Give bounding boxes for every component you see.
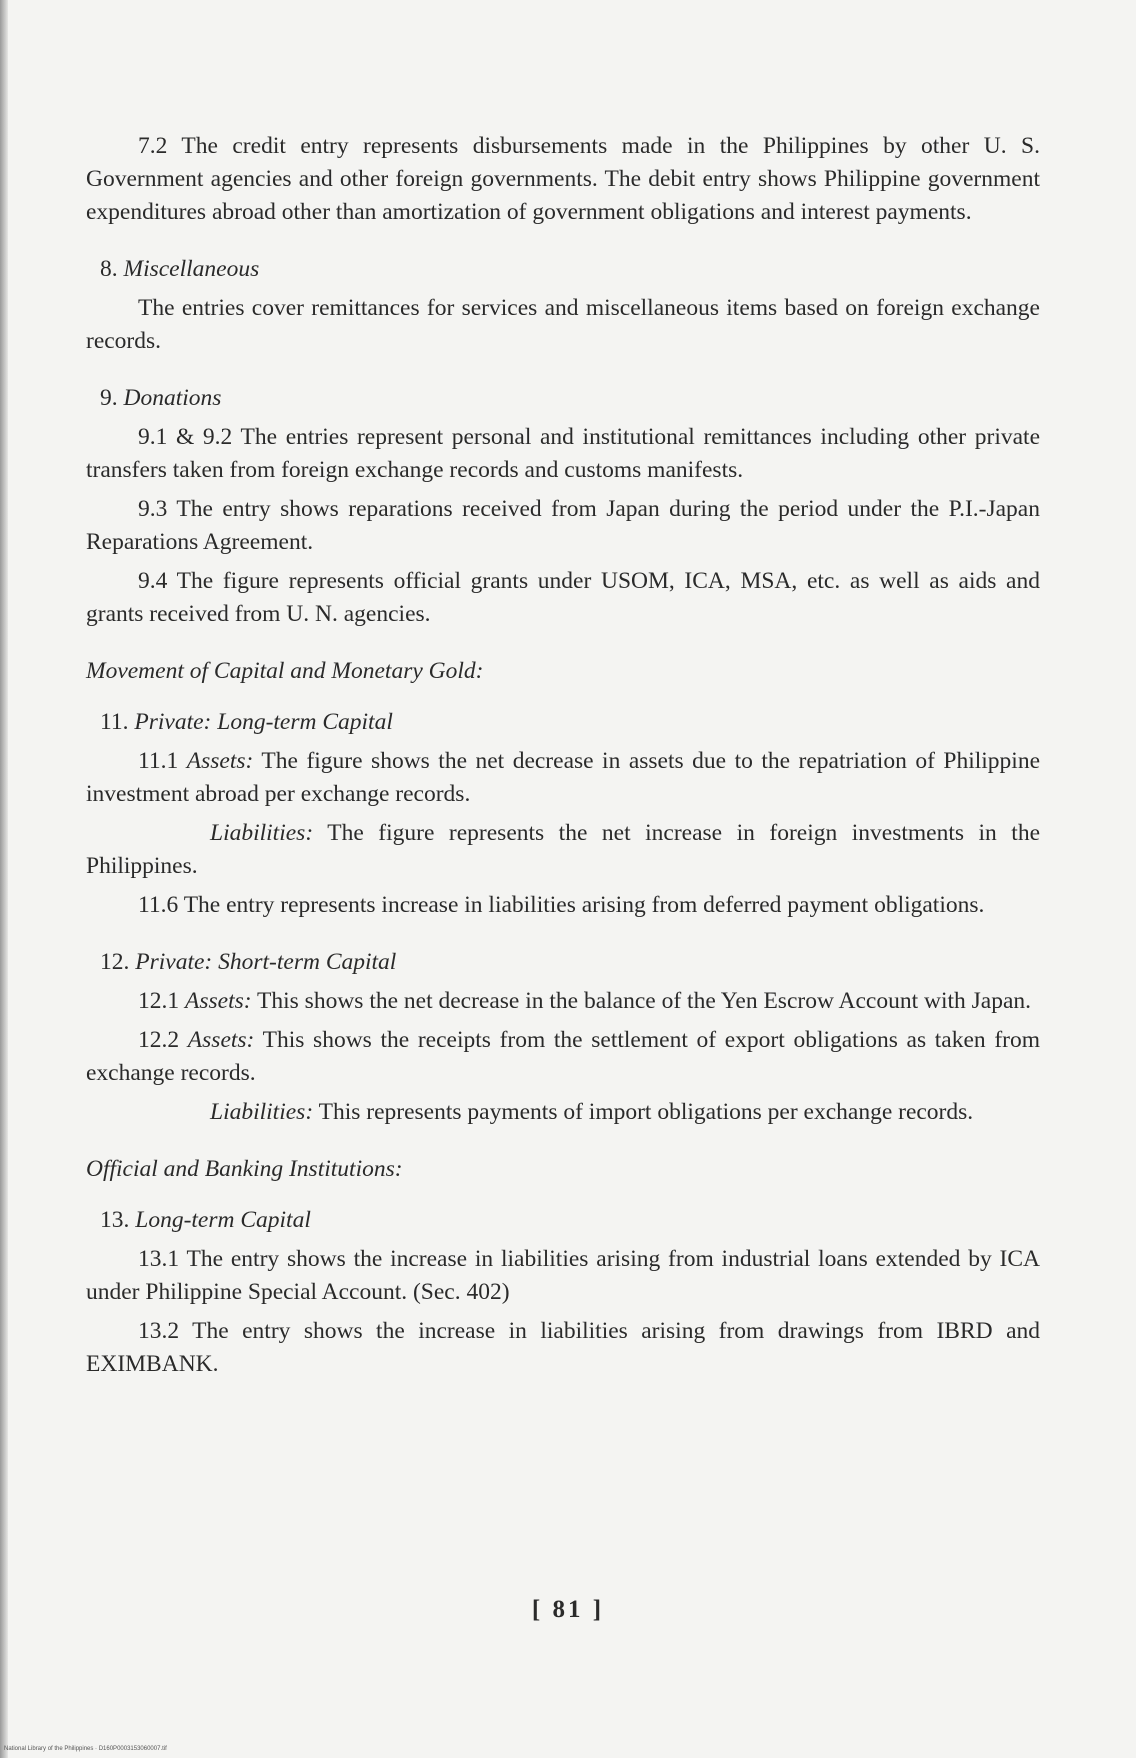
paragraph-8: The entries cover remittances for services and miscellaneous items based on foreign exchange records. <box>86 295 1040 354</box>
paragraph-12-2-text: This shows the receipts from the settlement of export obligations as taken from exchange records. <box>86 1027 1041 1086</box>
paragraph-12-2-liabilities-text: This represents payments of import obligations per exchange records. <box>318 1099 974 1125</box>
paragraph-13-1: 13.1 The entry shows the increase in liabilities arising from industrial loans extended by ICA under Philippine Special Account. (Sec. 402) <box>86 1246 1040 1305</box>
paragraph-12-2-liabilities <box>86 1096 1040 1129</box>
paragraph-11-1-number: 11.1 <box>138 748 179 774</box>
paragraph-11-1-text: The figure shows the net decrease in assets due to the repatriation of Philippine investment abroad per exchange records. <box>86 748 1041 807</box>
heading-movement-of-capital <box>86 655 1040 688</box>
paragraph-12-2-liabilities-label: Liabilities: <box>210 1099 314 1125</box>
paragraph-9-3: 9.3 The entry shows reparations received from Japan during the period under the P.I.-Japan Reparations Agreement. <box>86 496 1040 555</box>
paragraph-12-2-label: Assets: <box>187 1027 255 1053</box>
paragraph-11-1-liabilities-label: Liabilities: <box>210 820 314 846</box>
page-edge-shadow <box>0 0 8 1758</box>
heading-official-banking <box>86 1153 1040 1186</box>
paragraph-12-1-label: Assets: <box>185 988 252 1014</box>
paragraph-11-1-label: Assets: <box>186 748 254 774</box>
paragraph-13-2: 13.2 The entry shows the increase in liabilities arising from drawings from IBRD and EXIMBANK. <box>86 1318 1040 1377</box>
paragraph-11-6: 11.6 The entry represents increase in liabilities arising from deferred payment obligations. <box>138 892 985 918</box>
scan-footer: National Library of the Philippines · D160P0003153060007.tif <box>4 1746 167 1752</box>
heading-12-title: Private: Short-term Capital <box>135 949 397 975</box>
heading-11 <box>100 706 1040 739</box>
heading-11-title: Private: Long-term Capital <box>134 709 393 735</box>
heading-8-title: Miscellaneous <box>123 256 260 282</box>
heading-official-text: Official and Banking Institutions: <box>86 1156 403 1182</box>
heading-movement-text: Movement of Capital and Monetary Gold: <box>86 658 484 684</box>
paragraph-11-1-liabilities <box>86 817 1040 883</box>
heading-9-number: 9. <box>100 385 118 411</box>
paragraph-12-1-text: This shows the net decrease in the balance of the Yen Escrow Account with Japan. <box>257 988 1032 1014</box>
paragraph-12-1-number: 12.1 <box>138 988 180 1014</box>
heading-12 <box>100 946 1040 979</box>
heading-13-number: 13. <box>100 1207 130 1233</box>
heading-13 <box>100 1204 1040 1237</box>
paragraph-9-1: 9.1 & 9.2 The entries represent personal and institutional remittances including other private transfers taken from foreign exchange records and customs manifests. <box>86 424 1040 483</box>
paragraph-12-2-number: 12.2 <box>138 1027 180 1053</box>
heading-13-title: Long-term Capital <box>135 1207 311 1233</box>
heading-12-number: 12. <box>100 949 130 975</box>
paragraph-7-2: 7.2 The credit entry represents disbursements made in the Philippines by other U. S. Government agencies and other foreign governments. The debit entry shows Philippine government expenditures abroad other than amortization of government obligations and interest payments. <box>86 133 1040 225</box>
paragraph-9-4: 9.4 The figure represents official grants under USOM, ICA, MSA, etc. as well as aids and grants received from U. N. agencies. <box>86 568 1040 627</box>
page-number: [ 81 ] <box>531 1596 605 1623</box>
heading-9 <box>100 382 1040 415</box>
heading-8-number: 8. <box>100 256 118 282</box>
paragraph-12-2 <box>86 1024 1040 1090</box>
heading-11-number: 11. <box>100 709 129 735</box>
paragraph-11-1-liabilities-text: The figure represents the net increase in foreign investments in the Philippines. <box>86 820 1041 879</box>
heading-9-title: Donations <box>123 385 222 411</box>
document-page <box>86 130 1040 1381</box>
heading-8 <box>100 253 1040 286</box>
paragraph-11-1 <box>86 745 1040 811</box>
paragraph-12-1 <box>86 985 1040 1018</box>
